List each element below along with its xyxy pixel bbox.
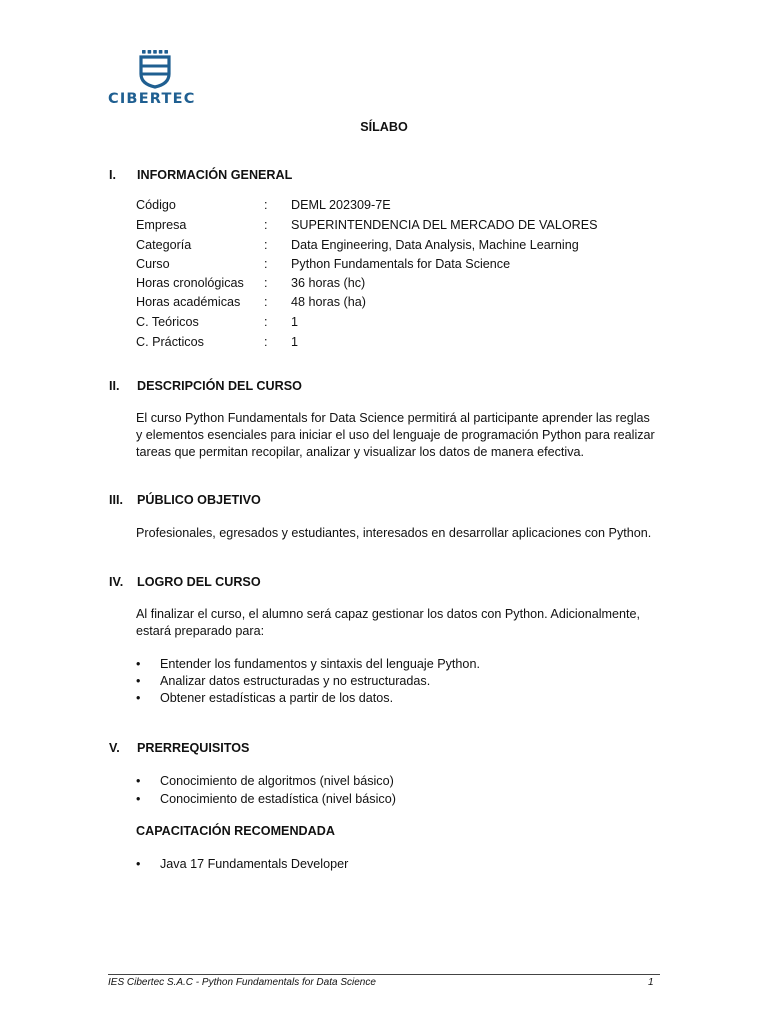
info-value: 1 (291, 335, 299, 349)
info-separator: : (264, 295, 268, 309)
paragraph-line: tareas que permitan recopilar, analizar y visualizar los datos de manera efectiva. (136, 445, 585, 459)
info-separator: : (264, 238, 268, 252)
info-separator: : (264, 276, 268, 290)
section-general-heading (109, 168, 292, 182)
info-value: DEML 202309-7E (291, 198, 391, 212)
info-row-categoria (136, 238, 579, 256)
info-label: Curso (136, 257, 170, 271)
footer-text: IES Cibertec S.A.C - Python Fundamentals for Data Science (108, 977, 376, 988)
info-label: Horas académicas (136, 295, 241, 309)
info-value: 1 (291, 315, 299, 329)
list-item (136, 691, 393, 705)
description-paragraph (136, 410, 668, 461)
list-item-text: Conocimiento de algoritmos (nivel básico) (160, 774, 394, 788)
section-number: I. (109, 168, 116, 182)
section-description-heading (109, 379, 302, 393)
section-number: III. (109, 493, 123, 507)
list-item-text: Analizar datos estructuradas y no estructuradas. (160, 674, 431, 688)
list-item (136, 774, 394, 788)
section-title: INFORMACIÓN GENERAL (137, 168, 293, 182)
info-row-curso (136, 257, 510, 275)
info-label: Categoría (136, 238, 192, 252)
bullet-icon: • (136, 674, 141, 688)
info-label: Empresa (136, 218, 187, 232)
list-item-text: Obtener estadísticas a partir de los datos. (160, 691, 394, 705)
info-row-codigo (136, 198, 391, 216)
info-separator: : (264, 198, 268, 212)
section-title: PRERREQUISITOS (137, 741, 250, 755)
list-item (136, 657, 480, 671)
bullet-icon: • (136, 857, 141, 871)
section-number: II. (109, 379, 120, 393)
section-title: PÚBLICO OBJETIVO (137, 493, 261, 507)
info-separator: : (264, 218, 268, 232)
list-item (136, 674, 430, 688)
info-row-practicos (136, 335, 298, 353)
paragraph-line: El curso Python Fundamentals for Data Science permitirá al participante aprender las reglas (136, 411, 650, 425)
section-prerequisites-heading (109, 741, 249, 755)
section-number: V. (109, 741, 120, 755)
paragraph-line: estará preparado para: (136, 624, 265, 638)
logo-text: CIBERTEC (108, 91, 196, 107)
bullet-icon: • (136, 691, 141, 705)
footer-divider (108, 974, 660, 975)
info-value: Data Engineering, Data Analysis, Machine Learning (291, 238, 579, 252)
document-title: SÍLABO (360, 120, 408, 134)
info-separator: : (264, 335, 268, 349)
recommended-heading: CAPACITACIÓN RECOMENDADA (136, 824, 335, 838)
bullet-icon: • (136, 792, 141, 806)
info-value: Python Fundamentals for Data Science (291, 257, 511, 271)
info-row-horas-cronologicas (136, 276, 365, 294)
info-value: SUPERINTENDENCIA DEL MERCADO DE VALORES (291, 218, 598, 232)
info-value: 36 horas (hc) (291, 276, 366, 290)
section-title: LOGRO DEL CURSO (137, 575, 261, 589)
list-item (136, 857, 348, 871)
info-row-horas-academicas (136, 295, 366, 313)
page-number: 1 (648, 977, 654, 988)
info-label: Horas cronológicas (136, 276, 244, 290)
info-row-empresa (136, 218, 598, 236)
info-separator: : (264, 257, 268, 271)
info-label: C. Teóricos (136, 315, 199, 329)
info-label: Código (136, 198, 176, 212)
section-achievement-heading (109, 575, 261, 589)
section-audience-heading (109, 493, 261, 507)
info-value: 48 horas (ha) (291, 295, 366, 309)
list-item-text: Java 17 Fundamentals Developer (160, 857, 349, 871)
list-item-text: Conocimiento de estadística (nivel básico) (160, 792, 396, 806)
bullet-icon: • (136, 774, 141, 788)
achievement-paragraph (136, 606, 668, 640)
info-label: C. Prácticos (136, 335, 204, 349)
paragraph-line: Al finalizar el curso, el alumno será capaz gestionar los datos con Python. Adicionalmente, (136, 607, 641, 621)
info-separator: : (264, 315, 268, 329)
paragraph-line: y elementos esenciales para iniciar el uso del lenguaje de programación Python para realizar (136, 428, 655, 442)
list-item (136, 792, 396, 806)
bullet-icon: • (136, 657, 141, 671)
list-item-text: Entender los fundamentos y sintaxis del lenguaje Python. (160, 657, 480, 671)
audience-paragraph: Profesionales, egresados y estudiantes, interesados en desarrollar aplicaciones con Python. (136, 526, 652, 540)
info-row-teoricos (136, 315, 298, 333)
section-number: IV. (109, 575, 124, 589)
section-title: DESCRIPCIÓN DEL CURSO (137, 379, 302, 393)
